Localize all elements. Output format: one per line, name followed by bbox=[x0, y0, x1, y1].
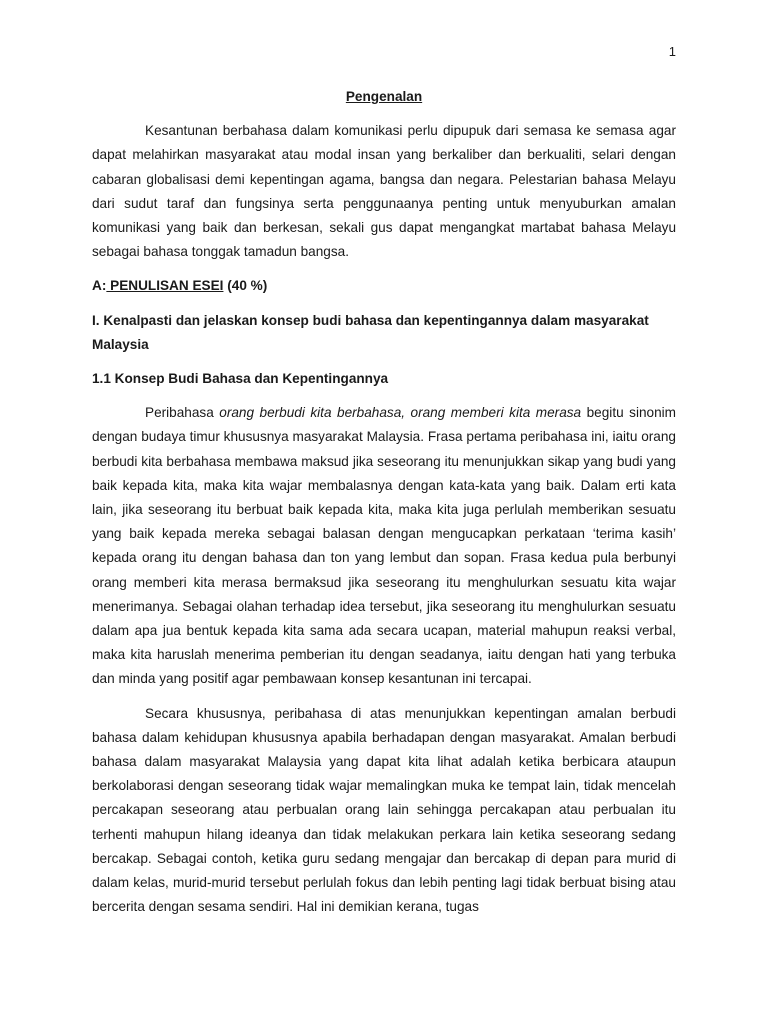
page-number: 1 bbox=[668, 44, 676, 59]
section-a-label: PENULISAN ESEI bbox=[106, 278, 224, 294]
question-heading: I. Kenalpasti dan jelaskan konsep budi bahasa dan kepentingannya dalam masyarakat Malaysia bbox=[92, 312, 649, 352]
paragraph-1 bbox=[92, 401, 676, 691]
intro-paragraph: Kesantunan berbahasa dalam komunikasi perlu dipupuk dari semasa ke semasa agar dapat melahirkan masyarakat atau modal insan yang berkaliber dan berkualiti, selari dengan cabaran globalisasi demi kepentingan agama, bangsa dan negara. Pelestarian bahasa Melayu dari sudut taraf dan fungsinya serta penggunaanya penting untuk menyuburkan amalan komunikasi yang baik dan berkesan, sekali gus dapat mengangkat martabat bahasa Melayu sebagai bahasa tonggak tamadun bangsa. bbox=[92, 123, 676, 260]
paragraph-1-proverb: orang berbudi kita berbahasa, orang memberi kita merasa bbox=[219, 405, 582, 421]
paragraph-2: Secara khususnya, peribahasa di atas menunjukkan kepentingan amalan berbudi bahasa dalam kehidupan khususnya apabila berhadapan dengan masyarakat. Amalan berbudi bahasa dalam masyarakat Malaysia yang dapat kita lihat adalah ketika berbicara ataupun berkolaborasi dengan seseorang tidak wajar memalingkan muka ke tempat lain, tidak mencelah percakapan seseorang atau perbualan orang lain sehingga percakapan atau perbualan itu terhenti mahupun hilang ideanya dan tidak melakukan perkara lain ketika seseorang sedang bercakap. Sebagai contoh, ketika guru sedang mengajar dan bercakap di depan para murid di dalam kelas, murid-murid tersebut perlulah fokus dan lebih penting lagi tidak berbuat bising atau bercerita dengan sesama sendiri. Hal ini demikian kerana, tugas bbox=[92, 705, 676, 915]
subheading: 1.1 Konsep Budi Bahasa dan Kepentingannya bbox=[92, 371, 389, 387]
page-title: Pengenalan bbox=[345, 89, 423, 104]
section-a-suffix: (40 %) bbox=[223, 278, 268, 294]
document-body bbox=[92, 85, 676, 920]
paragraph-1-rest: begitu sinonim dengan budaya timur khususnya masyarakat Malaysia. Frasa pertama peribahasa ini, iaitu orang berbudi kita berbahasa membawa maksud jika seseorang itu menunjukkan sikap yang budi yang baik kepada kita, maka kita wajar membalasnya dengan kata-kata yang baik. Dalam erti kata lain, jika seseorang itu berbuat baik kepada kita, maka kita juga perlulah memberikan sesuatu yang baik kepada mereka sebagai balasan dengan mengucapkan perkataan ‘terima kasih’ kepada orang itu dengan bahasa dan ton yang lembut dan sopan. Frasa kedua pula berbunyi orang memberi kita merasa bermaksud jika seseorang itu menghulurkan sesuatu kita wajar menerimanya. Sebagai olahan terhadap idea tersebut, jika seseorang itu menghulurkan sesuatu dalam apa jua bentuk kepada kita sama ada secara ucapan, material mahupun reaksi verbal, maka kita haruslah menerima pemberian itu dengan seadanya, iaitu dengan hati yang terbuka dan minda yang positif agar pembawaan konsep kesantunan ini tercapai. bbox=[92, 405, 676, 687]
section-a-prefix: A: bbox=[92, 278, 107, 294]
section-a-heading bbox=[92, 274, 676, 298]
paragraph-1-lead: Peribahasa bbox=[145, 405, 220, 421]
